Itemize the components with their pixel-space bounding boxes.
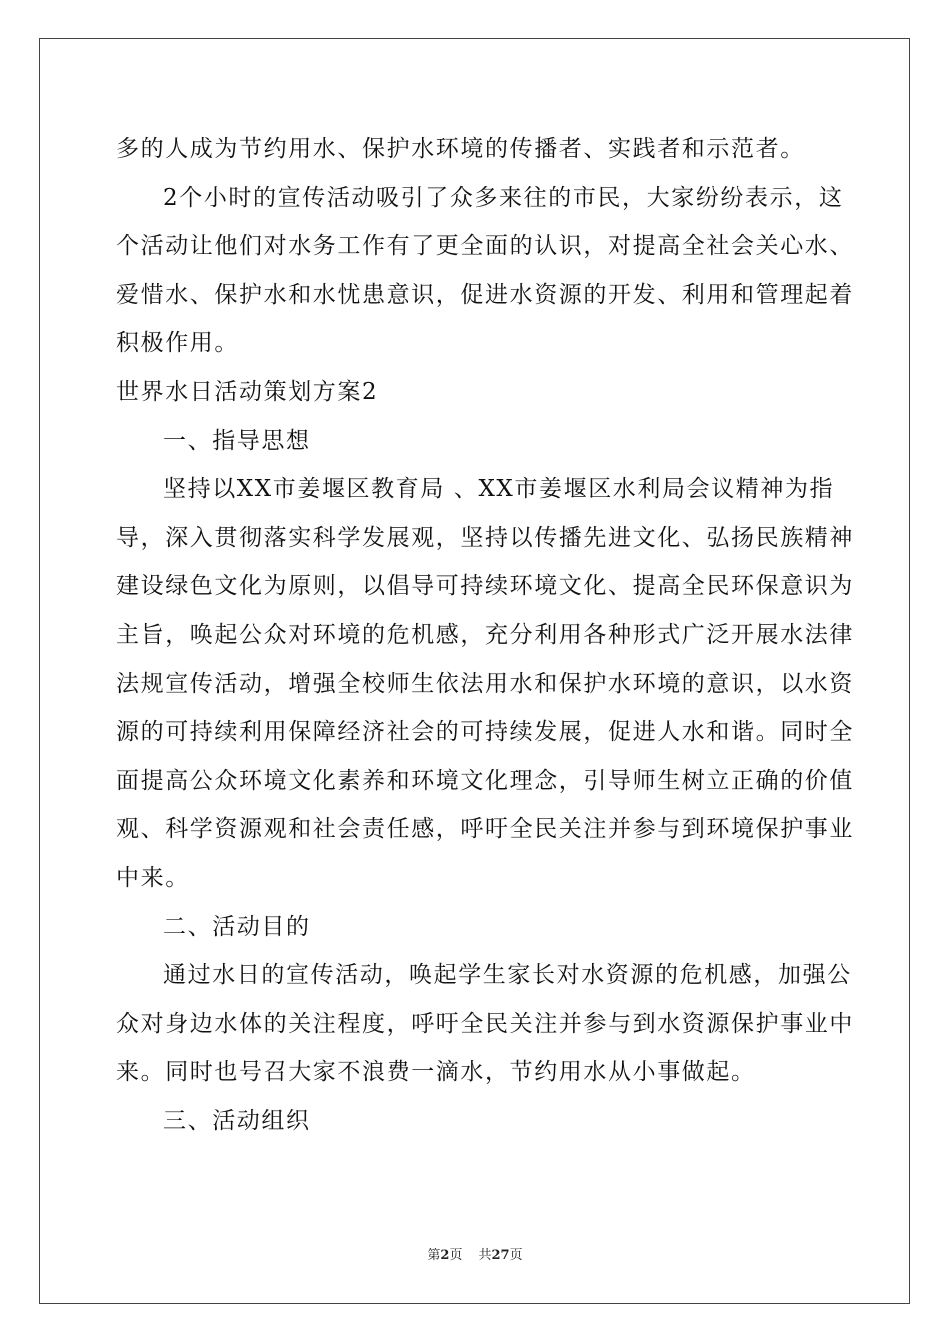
heading-activity-organization: 三、活动组织 xyxy=(163,1107,311,1134)
text-line: 来。同时也号召大家不浪费一滴水，节约用水从小事做起。 xyxy=(116,1059,756,1086)
heading-activity-purpose: 二、活动目的 xyxy=(163,913,311,940)
total-page-number: 27 xyxy=(491,1248,510,1263)
text-line: 多的人成为节约用水、保护水环境的传播者、实践者和示范者。 xyxy=(116,136,805,162)
page-prefix: 第 xyxy=(427,1248,441,1263)
text-line: 源的可持续利用保障经济社会的可持续发展，促进人水和谐。同时全 xyxy=(116,719,854,746)
text-line: 个活动让他们对水务工作有了更全面的认识，对提高全社会关心水、 xyxy=(116,233,854,260)
text-line: 众对身边水体的关注程度，呼吁全民关注并参与到水资源保护事业中 xyxy=(116,1010,854,1037)
current-page-number: 2 xyxy=(440,1248,450,1263)
text-line: 2个小时的宣传活动吸引了众多来往的市民，大家纷纷表示，这 xyxy=(163,184,844,211)
total-suffix: 页 xyxy=(509,1248,523,1263)
text-line: 中来。 xyxy=(116,864,190,891)
text-line: 积极作用。 xyxy=(116,330,239,357)
heading-guiding-ideology: 一、指导思想 xyxy=(163,427,311,454)
text-line: 法规宣传活动，增强全校师生依法用水和保护水环境的意识，以水资 xyxy=(116,670,854,697)
text-line: 观、科学资源观和社会责任感，呼吁全民关注并参与到环境保护事业 xyxy=(116,816,854,843)
section-title: 世界水日活动策划方案2 xyxy=(116,378,379,405)
page-footer xyxy=(0,1244,950,1263)
total-prefix: 共 xyxy=(478,1248,492,1263)
text-line: 坚持以XX市姜堰区教育局 、XX市姜堰区水利局会议精神为指 xyxy=(163,476,835,503)
text-line: 导，深入贯彻落实科学发展观，坚持以传播先进文化、弘扬民族精神 xyxy=(116,524,854,551)
text-line: 面提高公众环境文化素养和环境文化理念，引导师生树立正确的价值 xyxy=(116,767,854,794)
document-body xyxy=(116,125,854,1145)
text-line: 爱惜水、保护水和水忧患意识，促进水资源的开发、利用和管理起着 xyxy=(116,281,854,308)
text-line: 建设绿色文化为原则，以倡导可持续环境文化、提高全民环保意识为 xyxy=(116,573,854,600)
text-line: 主旨，唤起公众对环境的危机感，充分利用各种形式广泛开展水法律 xyxy=(116,621,854,648)
page-suffix: 页 xyxy=(449,1248,463,1263)
text-line: 通过水日的宣传活动，唤起学生家长对水资源的危机感，加强公 xyxy=(163,962,852,989)
